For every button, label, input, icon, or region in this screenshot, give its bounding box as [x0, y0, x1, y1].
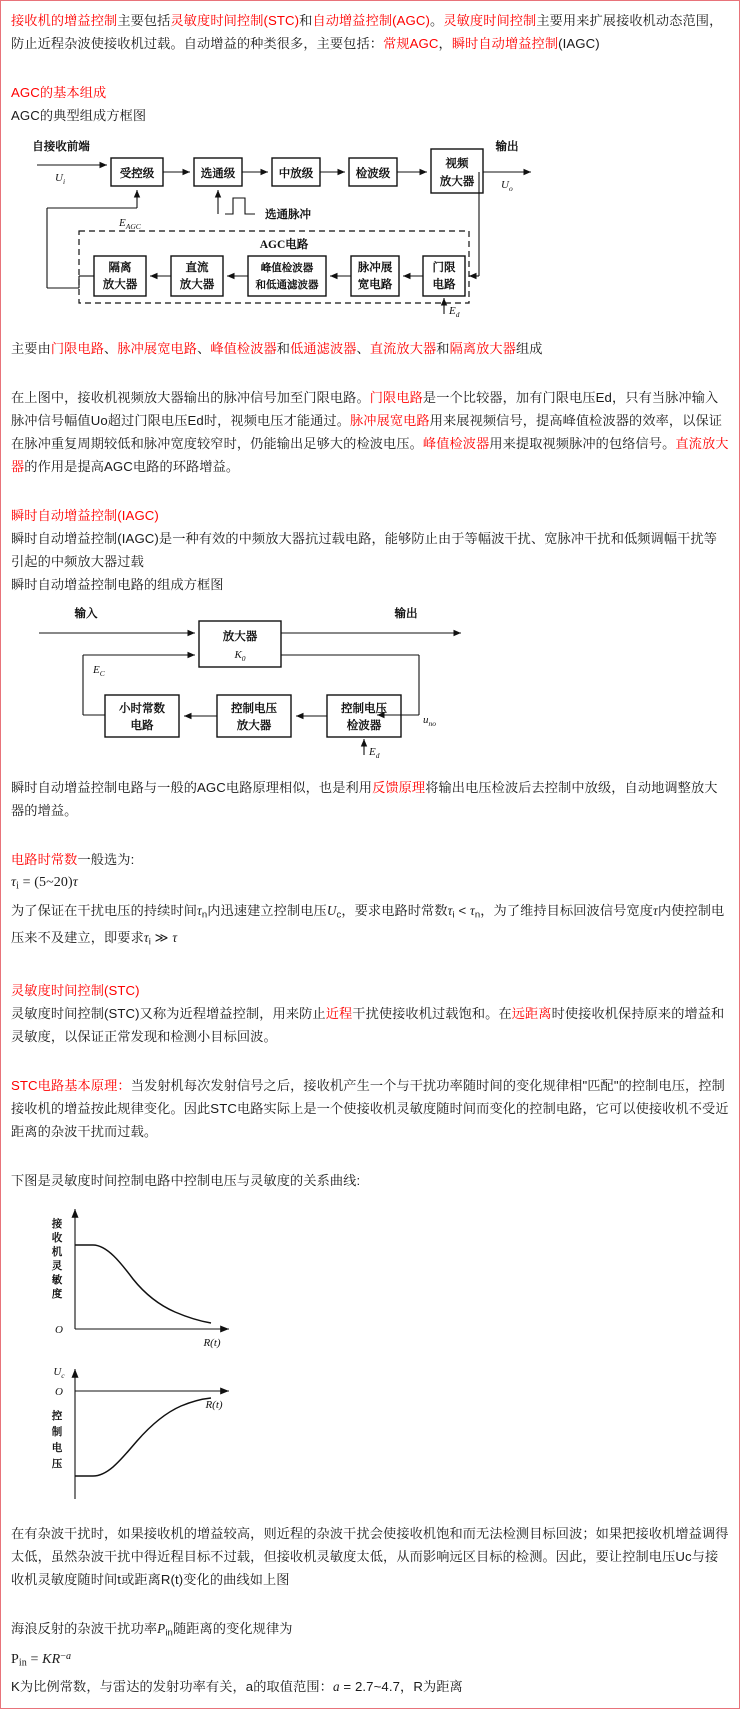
- intro-text-3: 。: [430, 13, 444, 28]
- agc-body-term-dc-amp: 直流放大器: [11, 436, 729, 474]
- agc-summary-item-1: 脉冲展宽电路: [117, 341, 198, 356]
- chart1-ylabel-c1: 接: [51, 1219, 63, 1231]
- agc-label-ui: $U_i$: [55, 172, 66, 186]
- stc-desc-a: 灵敏度时间控制(STC)又称为近程增益控制，用来防止: [11, 1006, 326, 1022]
- chart2-ylabel-c2: 制: [51, 1427, 63, 1439]
- intro-term-normal-agc: 常规AGC: [383, 36, 439, 51]
- spacer: [11, 478, 729, 504]
- chart1-ylabel-c5: 敏: [51, 1275, 63, 1287]
- agc-body-i: 的作用是提高AGC电路的环路增益。: [24, 459, 240, 474]
- chart1-xlabel: R(t): [203, 1337, 221, 1350]
- agc-label-gate-pulse: 选通脉冲: [265, 209, 311, 221]
- intro-text-5: ，: [438, 36, 452, 51]
- agc-block-gating-stage: 选通级: [200, 168, 236, 180]
- agc-summary-line: [11, 337, 729, 360]
- stc-term-near-range: 近程: [325, 1006, 353, 1022]
- iagc-description: 瞬时自动增益控制(IAGC)是一种有效的中频放大器抗过载电路，能够防止由于等幅波干扰、宽脉冲干扰和低频调幅干扰等引起的中频放大器过载: [11, 531, 717, 569]
- chart1-ylabel-c6: 度: [51, 1289, 63, 1301]
- stc-term-far-range: 远距离: [511, 1006, 552, 1022]
- agc-label-eagc: $E_{AGC}$: [119, 217, 141, 231]
- intro-text-2: 和: [299, 13, 313, 28]
- spacer: [11, 1591, 729, 1617]
- agc-label-agc-circuit: AGC电路: [259, 239, 309, 251]
- iagc-block-diagram: [11, 605, 729, 760]
- agc-body-term-threshold: 门限电路: [369, 390, 423, 405]
- sea-clutter-formula: $P_{in} = KR^{-a}$: [11, 1650, 72, 1669]
- spacer: [11, 953, 729, 979]
- stc-desc-e: 时使接收机保持原来的增益和灵敏度，以保证正常发现和检测小目标回波。: [11, 1006, 725, 1045]
- iagc-label-ed: $E_d$: [369, 746, 380, 760]
- chart-receiver-sensitivity: [51, 1209, 229, 1349]
- chart2-ylabel-c4: 压: [51, 1459, 63, 1471]
- iagc-block-time-const-l1: 小时常数: [119, 703, 165, 715]
- intro-text-1: 主要包括: [117, 13, 171, 28]
- stc-after-charts-paragraph: 在有杂波干扰时，如果接收机的增益较高，则近程的杂波干扰会使接收机饱和而无法检测目标回波；如果把接收机增益调得太低，虽然杂波干扰中得近程目标不过载，但接收机灵敏度太低，从而影响远区目标的检测。因此，要让控制电压Uc与接收机灵敏度随时间t或距离R(t)变化的曲线如上图: [11, 1526, 729, 1588]
- agc-block-peak-detector-l1: 峰值检波器: [260, 263, 314, 274]
- chart2-ylabel-c1: 控: [51, 1411, 63, 1423]
- stc-desc-c: 干扰使接收机过载饱和。在: [352, 1006, 512, 1022]
- spacer: [11, 321, 729, 337]
- agc-summary-pre: 主要由: [11, 341, 51, 356]
- heading-agc-basic-composition: AGC的基本组成: [11, 85, 107, 100]
- agc-block-if-amp-stage: 中放级: [278, 168, 314, 180]
- spacer: [11, 760, 729, 776]
- agc-label-output: 输出: [495, 141, 519, 153]
- agc-block-dc-amp-l2: 放大器: [179, 279, 215, 291]
- agc-block-controlled-stage: 受控级: [119, 168, 155, 180]
- spacer: [11, 360, 729, 386]
- intro-term-agc: 自动增益控制(AGC): [312, 13, 431, 28]
- chart2-ylabel-symbol: $U_c$: [53, 1366, 65, 1381]
- intro-term-stc: 灵敏度时间控制(STC): [170, 13, 300, 28]
- agc-block-video-amp-l1: 视频: [445, 158, 469, 170]
- intro-term-gain-control: 接收机的增益控制: [11, 13, 118, 28]
- stc-principle-paragraph: [11, 1074, 729, 1143]
- agc-block-isolation-amp-l1: 隔离: [108, 262, 132, 274]
- sea-clutter-line-3: K为比例常数，与雷达的发射功率有关，a的取值范围：a = 2.7~4.7，R为距离: [11, 1679, 463, 1695]
- spacer: [11, 1048, 729, 1074]
- time-constant-heading-line: [11, 848, 729, 871]
- spacer: [11, 55, 729, 81]
- intro-paragraph: [11, 9, 729, 55]
- sea-clutter-c: 随距离的变化规律为: [172, 1621, 293, 1637]
- spacer: [11, 127, 729, 136]
- intro-term-iagc: 瞬时自动增益控制: [451, 36, 559, 51]
- agc-body-a: 在上图中，接收机视频放大器输出的脉冲信号加至门限电路。: [11, 390, 370, 405]
- chart1-ylabel-c4: 灵: [51, 1261, 63, 1273]
- agc-summary-post: 组成: [516, 341, 543, 356]
- iagc-term-feedback: 反馈原理: [372, 780, 426, 795]
- chart1-ylabel-c3: 机: [51, 1247, 63, 1259]
- iagc-label-ec: $E_C$: [93, 664, 105, 678]
- iagc-block-time-const-l2: 电路: [130, 720, 154, 732]
- iagc-block-ctrl-volt-amp-l1: 控制电压: [231, 703, 277, 715]
- iagc-label-input: 输入: [74, 608, 98, 620]
- iagc-label-uno: $u_{no}$: [423, 714, 436, 728]
- chart-control-voltage: [51, 1366, 229, 1499]
- sep-he: 和: [436, 341, 450, 356]
- agc-summary-item-3: 低通滤波器: [290, 341, 357, 356]
- agc-label-ed: $E_d$: [449, 305, 460, 319]
- iagc-block-ctrl-volt-amp-l2: 放大器: [236, 720, 272, 732]
- intro-text-6: (IAGC): [558, 36, 600, 51]
- iagc-block-amplifier-label: 放大器: [222, 631, 258, 643]
- agc-summary-item-0: 门限电路: [50, 341, 105, 356]
- agc-body-term-pulse-stretch: 脉冲展宽电路: [350, 413, 430, 428]
- stc-relationship-charts: [11, 1201, 729, 1506]
- sep: 、: [197, 341, 211, 356]
- heading-stc: 灵敏度时间控制(STC): [11, 983, 140, 999]
- sep-he: 和: [276, 341, 291, 356]
- iagc-block-amplifier-gain: $K_0$: [234, 649, 246, 663]
- agc-block-video-amp-l2: 放大器: [439, 176, 475, 188]
- agc-summary-item-5: 隔离放大器: [449, 341, 516, 356]
- stc-principle-label: STC电路基本原理：: [11, 1078, 131, 1094]
- sea-clutter-a: 海浪反射的杂波干扰功率: [11, 1621, 158, 1637]
- iagc-after-a: 瞬时自动增益控制电路与一般的AGC电路原理相似，也是利用: [11, 780, 373, 795]
- agc-block-peak-detector-l2: 和低通滤波器: [255, 280, 319, 291]
- agc-block-diagram: [11, 136, 729, 321]
- chart2-origin-label: O: [55, 1386, 63, 1399]
- time-constant-heading-tail: 一般选为:: [77, 852, 135, 867]
- agc-body-e: 用来展视频信号，提高峰值检波器的效率，以保证在脉冲重复周期较低和脉冲宽度较窄时，仍能输出足够大的检波电压。: [11, 413, 723, 451]
- iagc-label-output: 输出: [394, 608, 418, 620]
- agc-block-detector-stage: 检波级: [355, 168, 391, 180]
- agc-block-pulse-stretch-l1: 脉冲展: [357, 262, 393, 274]
- agc-body-c: 是一个比较器，加有门限电压Ed，只有当脉冲输入脉冲信号幅值Uo超过门限电压Ed时，视频电压才能通过。: [11, 390, 719, 428]
- sep: 、: [356, 341, 370, 356]
- stc-chart-caption: 下图是灵敏度时间控制电路中控制电压与灵敏度的关系曲线:: [11, 1173, 361, 1189]
- spacer: [11, 1143, 729, 1169]
- agc-block-threshold-l1: 门限: [432, 262, 456, 274]
- subheading-iagc-block-diagram: 瞬时自动增益控制电路的组成方框图: [11, 577, 224, 592]
- spacer: [11, 1506, 729, 1522]
- intro-text-4: 主要用来扩展接收机动态范围，防止近程杂波使接收机过载。自动增益的种类很多，主要包括：: [11, 13, 723, 51]
- chart1-ylabel-c2: 收: [51, 1233, 63, 1245]
- agc-body-paragraph: [11, 386, 729, 478]
- time-constant-formula: $\tau_i$ = (5~20)τ: [11, 875, 78, 892]
- intro-term-stc-2: 灵敏度时间控制: [443, 13, 537, 28]
- sep: 、: [104, 341, 118, 356]
- iagc-block-ctrl-volt-det-l2: 检波器: [346, 720, 382, 732]
- heading-iagc: 瞬时自动增益控制(IAGC): [11, 508, 159, 523]
- time-constant-heading: 电路时常数: [11, 852, 78, 867]
- spacer: [11, 1192, 729, 1201]
- chart2-xlabel: R(t): [205, 1399, 223, 1412]
- subheading-agc-block-diagram: AGC的典型组成方框图: [11, 108, 147, 123]
- agc-block-dc-amp-l1: 直流: [185, 262, 209, 274]
- chart1-origin-label: O: [55, 1324, 63, 1337]
- sea-clutter-pin-symbol: P: [157, 1621, 166, 1637]
- sea-clutter-line-1: 海浪反射的杂波干扰功率$P_{in}$随距离的变化规律为: [11, 1621, 293, 1639]
- spacer: [11, 596, 729, 605]
- agc-body-g: 用来提取视频脉冲的包络信号。: [489, 436, 676, 451]
- agc-summary-item-2: 峰值检波器: [210, 341, 277, 356]
- stc-description: [11, 1002, 729, 1048]
- agc-block-pulse-stretch-l2: 宽电路: [357, 279, 393, 291]
- iagc-after-c: 将输出电压检波后去控制中放级，自动地调整放大器的增益。: [11, 780, 718, 818]
- agc-label-uo: $U_o$: [501, 179, 513, 193]
- time-constant-description: 为了保证在干扰电压的持续时间$\tau_n$内迅速建立控制电压$U_c$，要求电路时常数$\tau_i < \tau_n$，为了维持目标回波信号宽度τ内使控制电压来不及建立，即要求$\tau_i$ ≫ τ: [11, 902, 725, 948]
- agc-block-threshold-l2: 电路: [432, 279, 456, 291]
- iagc-after-paragraph: [11, 776, 729, 822]
- agc-label-from-frontend: 自接收前端: [32, 141, 90, 153]
- stc-principle-body: 当发射机每次发射信号之后，接收机产生一个与干扰功率随时间的变化规律相"匹配"的控制电压，控制接收机的增益按此规律变化。因此STC电路实际上是一个使接收机灵敏度随时间而变化的控制电路，它可以使接收机不受近距离的杂波干扰而过载。: [11, 1078, 729, 1140]
- agc-summary-item-4: 直流放大器: [369, 341, 437, 356]
- iagc-block-ctrl-volt-det-l1: 控制电压: [341, 703, 387, 715]
- agc-block-isolation-amp-l2: 放大器: [102, 279, 138, 291]
- spacer: [11, 822, 729, 848]
- chart2-ylabel-c3: 电: [51, 1443, 63, 1455]
- agc-body-term-peak-detector: 峰值检波器: [422, 436, 490, 451]
